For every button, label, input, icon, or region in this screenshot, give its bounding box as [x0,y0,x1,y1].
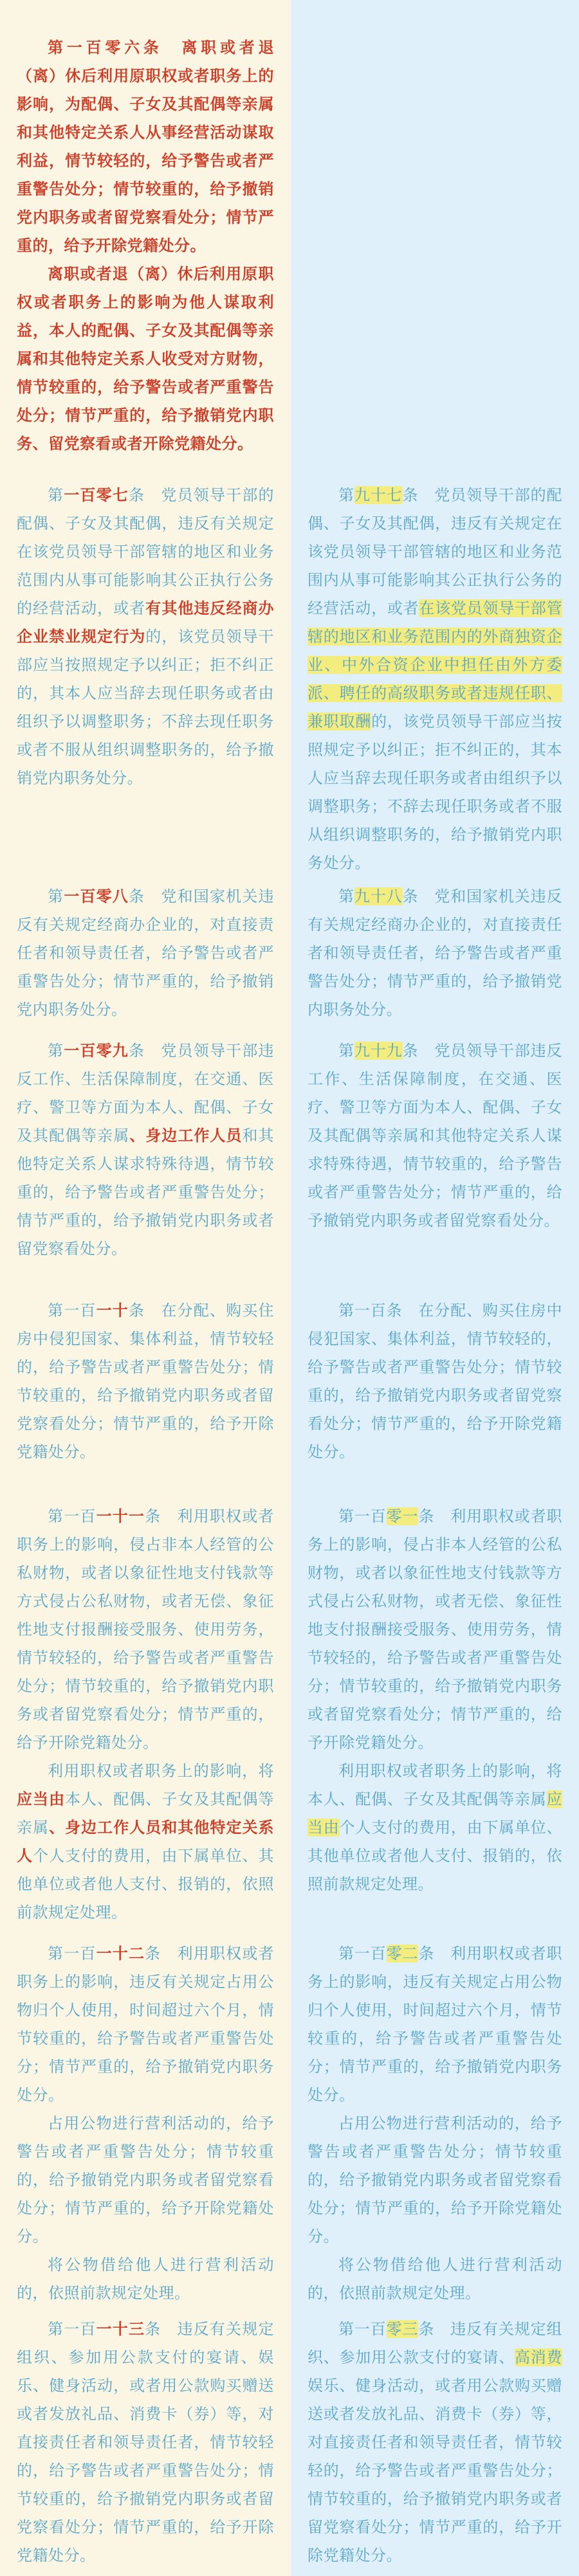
old-article-98: 第九十八条 党和国家机关违反有关规定经商办企业的，对直接责任者和领导责任者，给予警告或者严重警告处分；情节严重的，给予撤销党内职务处分。 [308,887,563,1019]
article-106-para-2: 离职或者退（离）休后利用原职权或者职务上的影响为他人谋取利益，本人的配偶、子女及其配偶等亲属和其他特定关系人收受对方财物，情节较重的，给予警告或者严重警告处分；情节严重的，给予撤销党内职务、留党察看或者开除党籍处分。 [17,265,274,453]
old-article-97: 第九十七条 党员领导干部的配偶、子女及其配偶，违反有关规定在该党员领导干部管辖的地区和业务范围内从事可能影响其公正执行公务的经营活动，或者在该党员领导干部管辖的地区和业务范围内的外商独资企业、中外合资企业中担任由外方委派、聘任的高级职务或者违规任职、兼职取酬的，该党员领导干部应当按照规定予以纠正；拒不纠正的，其本人应当辞去现任职务或者由组织予以调整职务；不辞去现任职务或者不服从组织调整职务的，给予撤销党内职务处分。 [308,486,563,872]
old-article-102-para-2: 占用公物进行营利活动的，给予警告或者严重警告处分；情节较重的，给予撤销党内职务或者留党察看处分；情节严重的，给予开除党籍处分。 [308,2114,562,2245]
old-article-99: 第九十九条 党员领导干部违反工作、生活保障制度，在交通、医疗、警卫等方面为本人、配偶、子女及其配偶等亲属和其他特定关系人谋求特殊待遇，情节较重的，给予警告或者严重警告处分；情节严重的，给予撤销党内职务或者留党察看处分。 [308,1042,563,1229]
article-112-para-2: 占用公物进行营利活动的，给予警告或者严重警告处分；情节较重的，给予撤销党内职务或者留党察看处分；情节严重的，给予开除党籍处分。 [17,2114,274,2245]
old-article-102-para-1: 第一百零二条 利用职权或者职务上的影响，违反有关规定占用公物归个人使用，时间超过六个月，情节较重的，给予警告或者严重警告处分；情节严重的，给予撤销党内职务处分。 [308,1945,563,2104]
column-old-regulation [291,0,579,2576]
article-109: 第一百零九条 党员领导干部违反工作、生活保障制度，在交通、医疗、警卫等方面为本人、配偶、子女及其配偶等亲属、身边工作人员和其他特定关系人谋求特殊待遇，情节较重的，给予警告或者严重警告处分；情节严重的，给予撤销党内职务或者留党察看处分。 [17,1042,275,1258]
article-112-para-3: 将公物借给他人进行营利活动的，依照前款规定处理。 [17,2256,274,2302]
article-106-para-1: 第一百零六条 离职或者退（离）休后利用原职权或者职务上的影响，为配偶、子女及其配偶等亲属和其他特定关系人从事经营活动谋取利益，情节较轻的，给予警告或者严重警告处分；情节较重的，给予撤销党内职务或者留党察看处分；情节严重的，给予开除党籍处分。 [17,39,274,255]
old-article-103: 第一百零三条 违反有关规定组织、参加用公款支付的宴请、高消费娱乐、健身活动，或者用公款购买赠送或者发放礼品、消费卡（券）等，对直接责任者和领导责任者，情节较轻的，给予警告或者严重警告处分；情节较重的，给予撤销党内职务或者留党察看处分；情节严重的，给予开除党籍处分。 [308,2320,563,2564]
article-112-para-1: 第一百一十二条 利用职权或者职务上的影响，违反有关规定占用公物归个人使用，时间超过六个月，情节较重的，给予警告或者严重警告处分；情节严重的，给予撤销党内职务处分。 [17,1945,275,2104]
article-107: 第一百零七条 党员领导干部的配偶、子女及其配偶，违反有关规定在该党员领导干部管辖的地区和业务范围内从事可能影响其公正执行公务的经营活动，或者有其他违反经商办企业禁业规定行为的，该党员领导干部应当按照规定予以纠正；拒不纠正的，其本人应当辞去现任职务或者由组织予以调整职务；不辞去现任职务或者不服从组织调整职务的，给予撤销党内职务处分。 [17,486,275,787]
article-111-para-2: 利用职权或者职务上的影响，将应当由本人、配偶、子女及其配偶等亲属、身边工作人员和其他特定关系人个人支付的费用，由下属单位、其他单位或者他人支付、报销的，依照前款规定处理。 [17,1762,275,1921]
old-article-101-para-2: 利用职权或者职务上的影响，将本人、配偶、子女及其配偶等亲属应当由个人支付的费用，由下属单位、其他单位或者他人支付、报销的，依照前款规定处理。 [308,1762,563,1893]
old-article-100: 第一百条 在分配、购买住房中侵犯国家、集体利益，情节较轻的，给予警告或者严重警告处分；情节较重的，给予撤销党内职务或者留党察看处分；情节严重的，给予开除党籍处分。 [308,1302,562,1461]
article-110: 第一百一十条 在分配、购买住房中侵犯国家、集体利益，情节较轻的，给予警告或者严重警告处分；情节较重的，给予撤销党内职务或者留党察看处分；情节严重的，给予开除党籍处分。 [17,1302,275,1461]
old-article-101-para-1: 第一百零一条 利用职权或者职务上的影响，侵占非本人经管的公私财物，或者以象征性地支付钱款等方式侵占公私财物，或者无偿、象征性地支付报酬接受服务、使用劳务，情节较轻的，给予警告或者严重警告处分；情节较重的，给予撤销党内职务或者留党察看处分；情节严重的，给予开除党籍处分。 [308,1507,563,1752]
old-article-102-para-3: 将公物借给他人进行营利活动的，依照前款规定处理。 [308,2256,562,2302]
article-108: 第一百零八条 党和国家机关违反有关规定经商办企业的，对直接责任者和领导责任者，给予警告或者严重警告处分；情节严重的，给予撤销党内职务处分。 [17,887,275,1019]
article-113: 第一百一十三条 违反有关规定组织、参加用公款支付的宴请、娱乐、健身活动，或者用公款购买赠送或者发放礼品、消费卡（券）等，对直接责任者和领导责任者，情节较轻的，给予警告或者严重警告处分；情节较重的，给予撤销党内职务或者留党察看处分；情节严重的，给予开除党籍处分。 [17,2320,275,2564]
article-111-para-1: 第一百一十一条 利用职权或者职务上的影响，侵占非本人经管的公私财物，或者以象征性地支付钱款等方式侵占公私财物，或者无偿、象征性地支付报酬接受服务、使用劳务，情节较轻的，给予警告或者严重警告处分；情节较重的，给予撤销党内职务或者留党察看处分；情节严重的，给予开除党籍处分。 [17,1507,275,1752]
